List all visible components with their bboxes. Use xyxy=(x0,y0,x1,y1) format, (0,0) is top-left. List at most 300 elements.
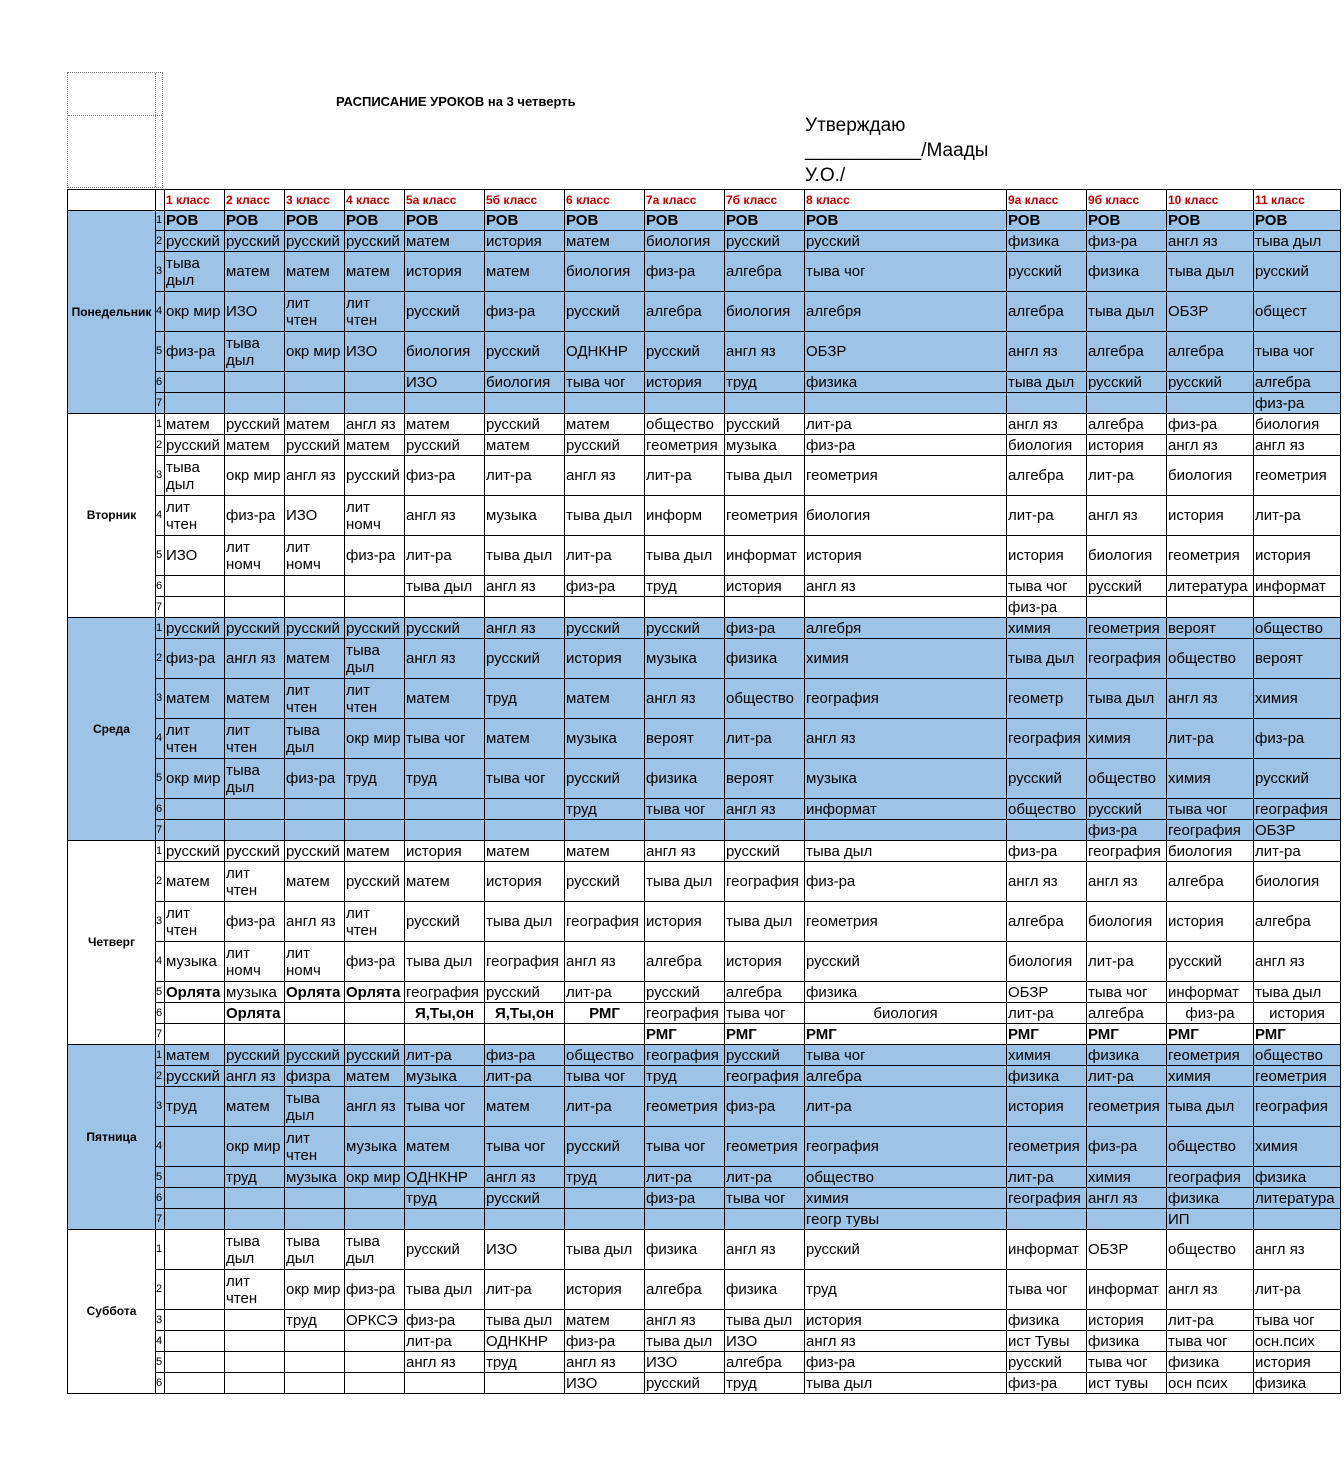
class-header: 7б класс xyxy=(725,190,805,211)
subject-cell: англ яз xyxy=(1167,1270,1254,1310)
subject-cell: геометрия xyxy=(1167,536,1254,576)
subject-cell: РОВ xyxy=(345,211,405,231)
subject-cell: англ яз xyxy=(565,1352,645,1373)
subject-cell xyxy=(645,393,725,414)
subject-cell: труд xyxy=(805,1270,1007,1310)
subject-cell: алгебра xyxy=(1254,902,1341,942)
subject-cell xyxy=(345,1331,405,1352)
subject-cell: русский xyxy=(345,618,405,639)
lesson-row xyxy=(68,1230,1341,1270)
subject-cell: физ-ра xyxy=(285,759,345,799)
subject-cell: тыва дыл xyxy=(1007,639,1087,679)
subject-cell xyxy=(285,1003,345,1024)
subject-cell xyxy=(225,1373,285,1394)
subject-cell: труд xyxy=(405,759,485,799)
lesson-row xyxy=(68,679,1341,719)
subject-cell: русский xyxy=(485,332,565,372)
subject-cell: алгебра xyxy=(1167,332,1254,372)
lesson-number: 5 xyxy=(156,982,165,1003)
subject-cell: физ-ра xyxy=(1087,231,1167,252)
subject-cell: тыва дыл xyxy=(165,252,225,292)
subject-cell xyxy=(165,1127,225,1167)
lesson-row xyxy=(68,820,1341,841)
subject-cell: география xyxy=(485,942,565,982)
subject-cell: физика xyxy=(1007,1066,1087,1087)
lesson-number: 5 xyxy=(156,536,165,576)
subject-cell: англ яз xyxy=(805,719,1007,759)
subject-cell: география xyxy=(1007,1188,1087,1209)
subject-cell: труд xyxy=(725,372,805,393)
subject-cell: тыва дыл xyxy=(285,1230,345,1270)
lesson-number: 4 xyxy=(156,1127,165,1167)
lesson-number: 7 xyxy=(156,393,165,414)
lesson-number: 7 xyxy=(156,1209,165,1230)
logo-placeholder xyxy=(67,72,163,188)
subject-cell: физика xyxy=(725,1270,805,1310)
subject-cell: англ яз xyxy=(1254,1230,1341,1270)
subject-cell xyxy=(725,1209,805,1230)
lesson-row xyxy=(68,414,1341,435)
subject-cell: ОБЗР xyxy=(1007,982,1087,1003)
subject-cell xyxy=(225,576,285,597)
subject-cell xyxy=(565,393,645,414)
subject-cell: англ яз xyxy=(565,942,645,982)
subject-cell: история xyxy=(405,252,485,292)
subject-cell: русский xyxy=(285,231,345,252)
subject-cell: лит-ра xyxy=(1254,841,1341,862)
subject-cell: тыва дыл xyxy=(725,1310,805,1331)
subject-cell: русский xyxy=(485,639,565,679)
subject-cell xyxy=(565,1188,645,1209)
subject-cell: физ-ра xyxy=(1007,597,1087,618)
subject-cell: РМГ xyxy=(565,1003,645,1024)
subject-cell: геометрия xyxy=(805,902,1007,942)
subject-cell xyxy=(345,820,405,841)
subject-cell: тыва дыл xyxy=(405,942,485,982)
subject-cell: англ яз xyxy=(1087,862,1167,902)
subject-cell: русский xyxy=(1087,372,1167,393)
subject-cell: матем xyxy=(565,414,645,435)
subject-cell: геометрия xyxy=(1007,1127,1087,1167)
subject-cell xyxy=(405,1373,485,1394)
subject-cell: тыва чог xyxy=(1087,1352,1167,1373)
subject-cell: труд xyxy=(225,1167,285,1188)
lesson-row xyxy=(68,332,1341,372)
subject-cell: география xyxy=(405,982,485,1003)
subject-cell: география xyxy=(645,1045,725,1066)
subject-cell: геометрия xyxy=(1087,618,1167,639)
subject-cell: РОВ xyxy=(805,211,1007,231)
subject-cell: химия xyxy=(1254,679,1341,719)
subject-cell xyxy=(805,393,1007,414)
subject-cell: общество xyxy=(1007,799,1087,820)
subject-cell: история xyxy=(725,942,805,982)
subject-cell: тыва чог xyxy=(405,1087,485,1127)
subject-cell: русский xyxy=(805,1230,1007,1270)
subject-cell: русский xyxy=(405,902,485,942)
lesson-number: 4 xyxy=(156,719,165,759)
subject-cell: география xyxy=(1087,841,1167,862)
class-header: 3 класс xyxy=(285,190,345,211)
subject-cell xyxy=(165,1270,225,1310)
subject-cell: биология xyxy=(1167,456,1254,496)
subject-cell: матем xyxy=(405,231,485,252)
subject-cell xyxy=(345,799,405,820)
subject-cell: тыва чог xyxy=(485,1127,565,1167)
subject-cell xyxy=(345,393,405,414)
lesson-number: 7 xyxy=(156,1024,165,1045)
subject-cell: РМГ xyxy=(1254,1024,1341,1045)
subject-cell xyxy=(285,393,345,414)
lesson-row xyxy=(68,719,1341,759)
subject-cell: физ-ра xyxy=(1007,841,1087,862)
subject-cell xyxy=(225,597,285,618)
subject-cell: география xyxy=(1254,1087,1341,1127)
subject-cell: русский xyxy=(565,862,645,902)
subject-cell xyxy=(345,576,405,597)
subject-cell: физ-ра xyxy=(405,1310,485,1331)
subject-cell: труд xyxy=(645,1066,725,1087)
subject-cell: ОБЗР xyxy=(1087,1230,1167,1270)
subject-cell: тыва чог xyxy=(645,1127,725,1167)
class-header-row xyxy=(68,190,1341,211)
subject-cell: лит номч xyxy=(225,942,285,982)
subject-cell: русский xyxy=(565,1127,645,1167)
subject-cell: матем xyxy=(485,719,565,759)
subject-cell xyxy=(165,1373,225,1394)
subject-cell: алгебря xyxy=(805,292,1007,332)
subject-cell: англ яз xyxy=(725,799,805,820)
lesson-row xyxy=(68,1003,1341,1024)
subject-cell: музыка xyxy=(805,759,1007,799)
subject-cell xyxy=(345,372,405,393)
subject-cell xyxy=(165,1209,225,1230)
subject-cell: физика xyxy=(1007,231,1087,252)
lesson-number: 7 xyxy=(156,597,165,618)
lesson-row xyxy=(68,231,1341,252)
subject-cell xyxy=(225,1331,285,1352)
subject-cell: история xyxy=(1167,496,1254,536)
subject-cell: музыка xyxy=(565,719,645,759)
subject-cell: ОДНКНР xyxy=(565,332,645,372)
subject-cell: лит-ра xyxy=(1007,1167,1087,1188)
subject-cell: химия xyxy=(805,1188,1007,1209)
class-header: 5б класс xyxy=(485,190,565,211)
subject-cell: физ-ра xyxy=(1087,1127,1167,1167)
subject-cell xyxy=(225,1310,285,1331)
lesson-number: 4 xyxy=(156,496,165,536)
lesson-row xyxy=(68,1209,1341,1230)
subject-cell: окр мир xyxy=(165,292,225,332)
subject-cell: физ-ра xyxy=(345,536,405,576)
subject-cell: ОДНКНР xyxy=(485,1331,565,1352)
subject-cell: англ яз xyxy=(485,1167,565,1188)
subject-cell: история xyxy=(405,841,485,862)
subject-cell xyxy=(285,1331,345,1352)
lesson-row xyxy=(68,1331,1341,1352)
subject-cell: биология xyxy=(1007,942,1087,982)
class-header: 6 класс xyxy=(565,190,645,211)
subject-cell: русский xyxy=(225,1045,285,1066)
lesson-row xyxy=(68,618,1341,639)
subject-cell: тыва дыл xyxy=(165,456,225,496)
subject-cell: тыва дыл xyxy=(1087,679,1167,719)
subject-cell: русский xyxy=(1254,252,1341,292)
subject-cell xyxy=(485,820,565,841)
subject-cell: физика xyxy=(1087,252,1167,292)
subject-cell: лит-ра xyxy=(565,536,645,576)
subject-cell: алгебра xyxy=(725,982,805,1003)
subject-cell xyxy=(1007,1209,1087,1230)
subject-cell: русский xyxy=(485,414,565,435)
subject-cell: химия xyxy=(1167,1066,1254,1087)
subject-cell: общество xyxy=(565,1045,645,1066)
subject-cell: лит чтен xyxy=(165,902,225,942)
subject-cell xyxy=(565,820,645,841)
subject-cell: РМГ xyxy=(725,1024,805,1045)
subject-cell: литература xyxy=(1254,1188,1341,1209)
subject-cell: музыка xyxy=(285,1167,345,1188)
subject-cell: матем xyxy=(345,252,405,292)
subject-cell: лит-ра xyxy=(485,1270,565,1310)
subject-cell xyxy=(1254,597,1341,618)
subject-cell xyxy=(225,372,285,393)
subject-cell xyxy=(405,820,485,841)
subject-cell: англ яз xyxy=(405,639,485,679)
subject-cell: музыка xyxy=(725,435,805,456)
subject-cell xyxy=(165,1331,225,1352)
lesson-row xyxy=(68,862,1341,902)
subject-cell: англ яз xyxy=(1167,231,1254,252)
lesson-number: 4 xyxy=(156,942,165,982)
subject-cell: русский xyxy=(405,618,485,639)
subject-cell: русский xyxy=(1167,372,1254,393)
lesson-row xyxy=(68,1167,1341,1188)
subject-cell: РОВ xyxy=(485,211,565,231)
subject-cell: алгебра xyxy=(1087,414,1167,435)
lesson-row xyxy=(68,1024,1341,1045)
lesson-number: 6 xyxy=(156,1188,165,1209)
subject-cell: общество xyxy=(1167,1127,1254,1167)
subject-cell: история xyxy=(485,862,565,902)
subject-cell: труд xyxy=(345,759,405,799)
subject-cell: ОРКСЭ xyxy=(345,1310,405,1331)
subject-cell xyxy=(485,1373,565,1394)
approval-line-2: ___________/Маады xyxy=(805,140,989,161)
subject-cell: тыва дыл xyxy=(285,719,345,759)
subject-cell: тыва дыл xyxy=(345,639,405,679)
header-lesson-num xyxy=(156,190,165,211)
subject-cell: лит-ра xyxy=(1007,1003,1087,1024)
subject-cell: русский xyxy=(345,456,405,496)
subject-cell: русский xyxy=(285,618,345,639)
subject-cell: биология xyxy=(805,496,1007,536)
subject-cell: РОВ xyxy=(645,211,725,231)
class-header: 4 класс xyxy=(345,190,405,211)
subject-cell xyxy=(1087,1209,1167,1230)
day-label: Четверг xyxy=(68,841,156,1045)
subject-cell: биология xyxy=(645,231,725,252)
subject-cell: физ-ра xyxy=(225,496,285,536)
subject-cell xyxy=(1007,820,1087,841)
subject-cell: англ яз xyxy=(645,679,725,719)
subject-cell: информ xyxy=(645,496,725,536)
subject-cell: матем xyxy=(285,639,345,679)
subject-cell xyxy=(285,820,345,841)
subject-cell: физ-ра xyxy=(405,456,485,496)
subject-cell: алгебра xyxy=(645,292,725,332)
lesson-number: 3 xyxy=(156,1310,165,1331)
subject-cell xyxy=(285,597,345,618)
subject-cell: англ яз xyxy=(345,1087,405,1127)
subject-cell: тыва чог xyxy=(725,1188,805,1209)
subject-cell: физ-ра xyxy=(645,1188,725,1209)
subject-cell xyxy=(645,820,725,841)
subject-cell: общество xyxy=(1087,759,1167,799)
subject-cell: физика xyxy=(805,982,1007,1003)
day-label: Понедельник xyxy=(68,211,156,414)
subject-cell: физ-ра xyxy=(565,1331,645,1352)
approval-line-3: У.О./ xyxy=(805,165,846,186)
lesson-row xyxy=(68,1270,1341,1310)
subject-cell: физ-ра xyxy=(725,1087,805,1127)
subject-cell: РОВ xyxy=(1254,211,1341,231)
subject-cell: тыва чог xyxy=(645,799,725,820)
subject-cell: история xyxy=(565,639,645,679)
subject-cell: геометрия xyxy=(1087,1087,1167,1127)
subject-cell: англ яз xyxy=(225,639,285,679)
subject-cell xyxy=(725,820,805,841)
subject-cell: англ яз xyxy=(1254,435,1341,456)
subject-cell: матем xyxy=(285,414,345,435)
subject-cell xyxy=(285,1024,345,1045)
subject-cell: тыва дыл xyxy=(225,332,285,372)
subject-cell xyxy=(345,1024,405,1045)
subject-cell: история xyxy=(565,1270,645,1310)
subject-cell: тыва чог xyxy=(565,372,645,393)
subject-cell: лит чтен xyxy=(165,719,225,759)
subject-cell: история xyxy=(1007,1087,1087,1127)
subject-cell: русский xyxy=(285,841,345,862)
lesson-row xyxy=(68,393,1341,414)
subject-cell: физ-ра xyxy=(1167,1003,1254,1024)
subject-cell: русский xyxy=(725,841,805,862)
subject-cell: география xyxy=(805,679,1007,719)
lesson-number: 7 xyxy=(156,820,165,841)
subject-cell: физика xyxy=(725,639,805,679)
lesson-number: 2 xyxy=(156,1066,165,1087)
subject-cell: матем xyxy=(345,841,405,862)
lesson-number: 2 xyxy=(156,862,165,902)
subject-cell: тыва чог xyxy=(1007,576,1087,597)
approval-block xyxy=(805,113,988,188)
subject-cell: вероят xyxy=(1167,618,1254,639)
subject-cell xyxy=(165,820,225,841)
subject-cell: лит-ра xyxy=(645,1167,725,1188)
subject-cell: лит-ра xyxy=(1087,1066,1167,1087)
subject-cell: ист тувы xyxy=(1087,1373,1167,1394)
subject-cell: лит чтен xyxy=(285,292,345,332)
subject-cell: русский xyxy=(485,1188,565,1209)
subject-cell: биология xyxy=(565,252,645,292)
subject-cell: биология xyxy=(1167,841,1254,862)
subject-cell xyxy=(225,820,285,841)
subject-cell: тыва дыл xyxy=(1087,292,1167,332)
subject-cell: русский xyxy=(645,1373,725,1394)
subject-cell: Орлята xyxy=(165,982,225,1003)
lesson-row xyxy=(68,536,1341,576)
subject-cell: химия xyxy=(805,639,1007,679)
subject-cell: русский xyxy=(645,982,725,1003)
subject-cell: матем xyxy=(405,679,485,719)
subject-cell: труд xyxy=(485,1352,565,1373)
subject-cell xyxy=(485,597,565,618)
subject-cell: труд xyxy=(165,1087,225,1127)
subject-cell: англ яз xyxy=(485,618,565,639)
subject-cell: география xyxy=(1167,820,1254,841)
subject-cell: русский xyxy=(1087,576,1167,597)
subject-cell: тыва дыл xyxy=(1254,982,1341,1003)
lesson-number: 2 xyxy=(156,435,165,456)
subject-cell xyxy=(165,576,225,597)
subject-cell: англ яз xyxy=(405,1352,485,1373)
subject-cell: матем xyxy=(165,1045,225,1066)
subject-cell: география xyxy=(1254,799,1341,820)
subject-cell: ИЗО xyxy=(225,292,285,332)
subject-cell: история xyxy=(485,231,565,252)
subject-cell: ИЗО xyxy=(725,1331,805,1352)
subject-cell: матем xyxy=(285,252,345,292)
subject-cell: русский xyxy=(565,759,645,799)
subject-cell xyxy=(725,597,805,618)
subject-cell: англ яз xyxy=(405,496,485,536)
subject-cell: история xyxy=(1007,536,1087,576)
subject-cell: матем xyxy=(405,862,485,902)
day-label: Вторник xyxy=(68,414,156,618)
subject-cell: лит-ра xyxy=(1167,719,1254,759)
subject-cell: геометрия xyxy=(1254,456,1341,496)
subject-cell: труд xyxy=(565,799,645,820)
subject-cell: РОВ xyxy=(285,211,345,231)
subject-cell: лит номч xyxy=(285,536,345,576)
lesson-number: 3 xyxy=(156,679,165,719)
lesson-number: 6 xyxy=(156,1373,165,1394)
subject-cell: русский xyxy=(225,414,285,435)
subject-cell: биология xyxy=(1254,414,1341,435)
class-header: 2 класс xyxy=(225,190,285,211)
subject-cell: русский xyxy=(565,618,645,639)
subject-cell: лит-ра xyxy=(645,456,725,496)
subject-cell: тыва чог xyxy=(1167,1331,1254,1352)
subject-cell xyxy=(225,1209,285,1230)
subject-cell: алгебра xyxy=(1167,862,1254,902)
class-header: 8 класс xyxy=(805,190,1007,211)
subject-cell: тыва чог xyxy=(1254,1310,1341,1331)
subject-cell: тыва дыл xyxy=(485,902,565,942)
subject-cell: лит чтен xyxy=(225,862,285,902)
lesson-row xyxy=(68,841,1341,862)
subject-cell: тыва дыл xyxy=(1167,252,1254,292)
subject-cell: лит-ра xyxy=(485,1066,565,1087)
subject-cell: лит номч xyxy=(285,942,345,982)
subject-cell: русский xyxy=(225,841,285,862)
subject-cell: алгебра xyxy=(1087,1003,1167,1024)
subject-cell: тыва дыл xyxy=(485,536,565,576)
subject-cell: биология xyxy=(725,292,805,332)
subject-cell xyxy=(285,1209,345,1230)
subject-cell: ОБЗР xyxy=(805,332,1007,372)
subject-cell xyxy=(1087,597,1167,618)
